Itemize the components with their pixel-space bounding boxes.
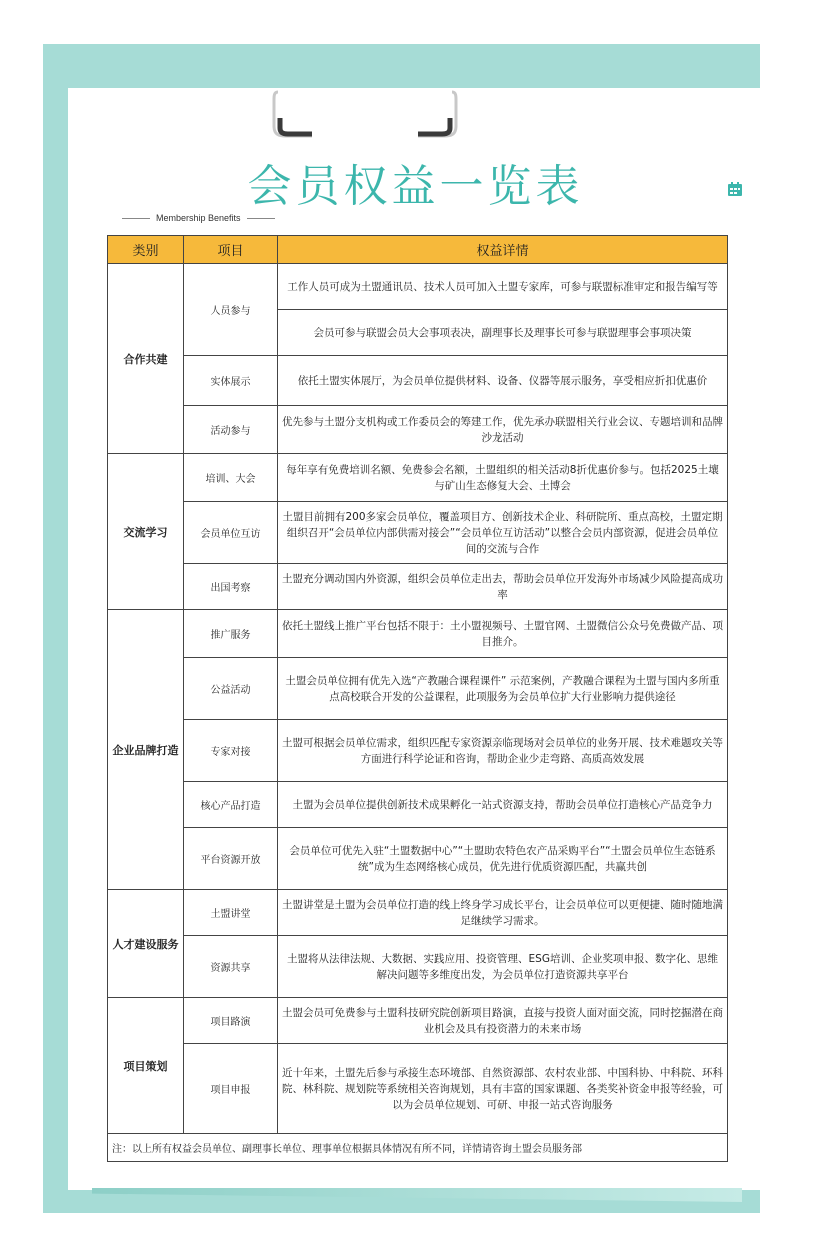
item-cell: 平台资源开放 <box>184 828 278 890</box>
subtitle-text: Membership Benefits <box>156 213 241 223</box>
table-row <box>108 1044 728 1134</box>
item-cell: 实体展示 <box>184 356 278 406</box>
item-cell: 核心产品打造 <box>184 782 278 828</box>
table-row <box>108 564 728 610</box>
table-row <box>108 936 728 998</box>
item-cell: 推广服务 <box>184 610 278 658</box>
detail-cell: 依托土盟实体展厅，为会员单位提供材料、设备、仪器等展示服务，享受相应折扣优惠价 <box>278 356 728 406</box>
benefits-table <box>107 235 728 1162</box>
item-cell: 活动参与 <box>184 406 278 454</box>
clipboard-clip-icon <box>272 90 458 140</box>
item-cell: 项目路演 <box>184 998 278 1044</box>
detail-cell: 土盟会员单位拥有优先入选“产教融合课程课件” 示范案例，产教融合课程为土盟与国内多所重点高校联合开发的公益课程，此项服务为会员单位扩大行业影响力提供途径 <box>278 658 728 720</box>
table-row <box>108 502 728 564</box>
detail-cell: 会员可参与联盟会员大会事项表决，副理事长及理事长可参与联盟理事会事项决策 <box>278 310 728 356</box>
item-cell: 项目申报 <box>184 1044 278 1134</box>
subtitle <box>116 213 281 223</box>
category-cell: 企业品牌打造 <box>108 610 184 890</box>
category-cell: 项目策划 <box>108 998 184 1134</box>
table-note: 注：以上所有权益会员单位、副理事长单位、理事单位根据具体情况有所不同，详情请咨询土盟会员服务部 <box>108 1134 728 1162</box>
table-row <box>108 454 728 502</box>
detail-cell: 每年享有免费培训名额、免费参会名额，土盟组织的相关活动8折优惠价参与。包括2025土壤与矿山生态修复大会、土博会 <box>278 454 728 502</box>
table-row <box>108 658 728 720</box>
item-cell: 公益活动 <box>184 658 278 720</box>
table-header-row <box>108 236 728 264</box>
item-cell: 出国考察 <box>184 564 278 610</box>
subtitle-left-rule <box>122 218 150 219</box>
table-row <box>108 610 728 658</box>
category-cell: 交流学习 <box>108 454 184 610</box>
table-row <box>108 356 728 406</box>
detail-cell: 依托土盟线上推广平台包括不限于：土小盟视频号、土盟官网、土盟微信公众号免费做产品、项目推介。 <box>278 610 728 658</box>
subtitle-right-rule <box>247 218 275 219</box>
header-category: 类别 <box>108 236 184 264</box>
table-note-row <box>108 1134 728 1162</box>
detail-cell: 土盟将从法律法规、大数据、实践应用、投资管理、ESG培训、企业奖项申报、数字化、思维解决问题等多维度出发，为会员单位打造资源共享平台 <box>278 936 728 998</box>
header-detail: 权益详情 <box>278 236 728 264</box>
detail-cell: 工作人员可成为土盟通讯员、技术人员可加入土盟专家库，可参与联盟标准审定和报告编写等 <box>278 264 728 310</box>
table-row <box>108 782 728 828</box>
header-item: 项目 <box>184 236 278 264</box>
detail-cell: 会员单位可优先入驻“土盟数据中心”“土盟助农特色农产品采购平台”“土盟会员单位生态链系统”成为生态网络核心成员，优先进行优质资源匹配，共赢共创 <box>278 828 728 890</box>
table-row <box>108 720 728 782</box>
detail-cell: 土盟会员可免费参与土盟科技研究院创新项目路演，直接与投资人面对面交流，同时挖掘潜在商业机会及具有投资潜力的未来市场 <box>278 998 728 1044</box>
table-row <box>108 998 728 1044</box>
category-cell: 人才建设服务 <box>108 890 184 998</box>
item-cell: 培训、大会 <box>184 454 278 502</box>
detail-cell: 土盟充分调动国内外资源，组织会员单位走出去，帮助会员单位开发海外市场减少风险提高成功率 <box>278 564 728 610</box>
table-row <box>108 828 728 890</box>
detail-cell: 优先参与土盟分支机构或工作委员会的筹建工作，优先承办联盟相关行业会议、专题培训和品牌沙龙活动 <box>278 406 728 454</box>
table-row <box>108 890 728 936</box>
calendar-icon <box>727 181 743 197</box>
detail-cell: 近十年来，土盟先后参与承接生态环境部、自然资源部、农村农业部、中国科协、中科院、环科院、林科院、规划院等系统相关咨询规划，具有丰富的国家课题、各类奖补资金申报等经验，可以为会员单位规划、可研、申报一站式咨询服务 <box>278 1044 728 1134</box>
item-cell: 会员单位互访 <box>184 502 278 564</box>
detail-cell: 土盟为会员单位提供创新技术成果孵化一站式资源支持，帮助会员单位打造核心产品竞争力 <box>278 782 728 828</box>
detail-cell: 土盟目前拥有200多家会员单位，覆盖项目方、创新技术企业、科研院所、重点高校，土盟定期组织召开“会员单位内部供需对接会”“会员单位互访活动”以整合会员内部资源，促进会员单位间的交流与合作 <box>278 502 728 564</box>
item-cell: 人员参与 <box>184 264 278 356</box>
item-cell: 资源共享 <box>184 936 278 998</box>
table-row <box>108 406 728 454</box>
detail-cell: 土盟可根据会员单位需求，组织匹配专家资源亲临现场对会员单位的业务开展、技术难题攻关等方面进行科学论证和咨询，帮助企业少走弯路、高质高效发展 <box>278 720 728 782</box>
table-row <box>108 264 728 310</box>
item-cell: 土盟讲堂 <box>184 890 278 936</box>
page-title: 会员权益一览表 <box>247 161 584 212</box>
detail-cell: 土盟讲堂是土盟为会员单位打造的线上终身学习成长平台，让会员单位可以更便捷、随时随地满足继续学习需求。 <box>278 890 728 936</box>
category-cell: 合作共建 <box>108 264 184 454</box>
item-cell: 专家对接 <box>184 720 278 782</box>
